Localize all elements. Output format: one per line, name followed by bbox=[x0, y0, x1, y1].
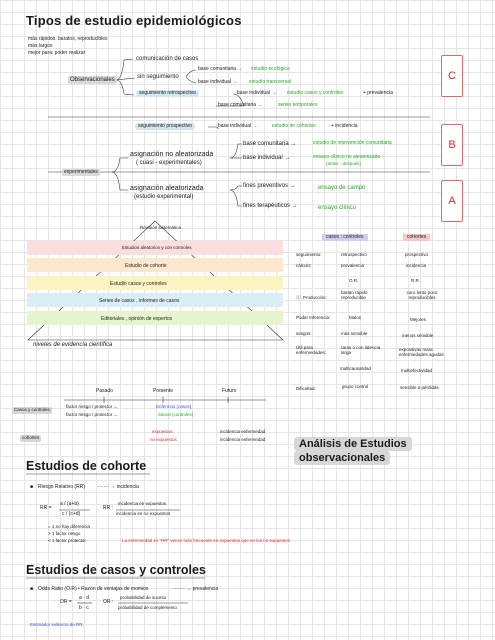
table-col-cohortes: cohortes bbox=[403, 234, 430, 241]
estudio-ecologico: estudio ecológico bbox=[251, 66, 290, 72]
intro-line-2: más largos bbox=[28, 43, 53, 49]
grade-badge-a: A bbox=[441, 180, 463, 222]
incidencia-enfermedad-2: incidencia enfermedad bbox=[220, 437, 266, 442]
or2-lhs: OR : bbox=[103, 599, 114, 605]
label-casos-controles: Casos y controles bbox=[14, 407, 50, 412]
bullet-icon: ■ bbox=[30, 484, 34, 490]
row-b-dificultad: sensible a pérdidas bbox=[400, 385, 439, 390]
or-formula-lhs: OR = bbox=[60, 599, 72, 605]
row-a-calculo: prevalencia bbox=[341, 263, 365, 268]
row-b-util: expositivas raras enfermedades agudas bbox=[399, 347, 444, 357]
expuestos: expuestos bbox=[152, 429, 173, 434]
or-denominator: b · c bbox=[79, 605, 89, 611]
timeline-futuro: Futuro bbox=[222, 388, 237, 394]
pyramid-level-2: Estudios aleatorios y con controles bbox=[122, 245, 192, 250]
row-b-sesgos: menos sensible bbox=[402, 333, 434, 338]
row-a-util: raras o con latencia larga bbox=[341, 345, 381, 355]
rr-label: Riesgo Relativo (RR) bbox=[38, 484, 85, 490]
series-temporales: series temporales bbox=[278, 102, 318, 108]
section-title-observacionales: observacionales bbox=[294, 451, 390, 465]
row-label-util: Útil para enfermedades: bbox=[296, 345, 327, 355]
grade-badge-c: C bbox=[441, 55, 463, 97]
seguimiento-retrospectivo: seguimiento retrospectivo bbox=[136, 90, 199, 97]
or-numerator: a · d bbox=[79, 595, 90, 601]
or-label: Odds Ratio (O.R) • Razón de ventajas de momios bbox=[38, 586, 149, 592]
fines-preventivos: fines preventivos → bbox=[243, 183, 296, 189]
row-b-calculo: incidencia bbox=[406, 263, 427, 268]
section-title-analisis: Análisis de Estudios bbox=[294, 437, 412, 451]
rr2-lhs: RR : bbox=[103, 505, 113, 511]
intro-line-3: mejor para: poder realizar bbox=[28, 50, 86, 56]
row-b-produccion: caro lento poco reproducibles bbox=[406, 290, 438, 300]
or2-denominator: probabilidad de complemento bbox=[118, 605, 178, 610]
pyramid-caption: niveles de evidencia científica bbox=[33, 342, 113, 348]
seguimiento-prospectivo: seguimiento prospectivo bbox=[135, 123, 195, 130]
asignacion-aleatorizada: asignación aleatorizada bbox=[130, 185, 204, 192]
intro-line-1: más rápidos, baratos, reproducibles bbox=[28, 36, 108, 42]
row-a-multicausalidad: multicausalidad bbox=[340, 366, 372, 371]
antes-despues: (antes - después) bbox=[326, 161, 362, 166]
base-comunitaria-1: base comunitaria → bbox=[198, 66, 243, 72]
rr2-numerator: incidencia en expuestos bbox=[118, 501, 167, 506]
row-a-produccion: barato rápido reproducible bbox=[341, 290, 368, 300]
rr-interpretation-3: < 1 factor protector bbox=[48, 538, 86, 543]
or-arrow: - - - - → prevalencia bbox=[174, 586, 219, 592]
fines-terapeuticos: fines terapéuticos → bbox=[243, 203, 298, 209]
observacionales-label: Observacionales bbox=[70, 77, 115, 83]
experimentales-label: experimentales bbox=[64, 169, 98, 175]
rr-note: La enfermedad es "RR" veces más frecuente en expuestos que en los no expuestos bbox=[122, 538, 291, 543]
grade-badge-b: B bbox=[441, 124, 463, 166]
pyramid-level-4: Estudio casos y controles bbox=[110, 281, 167, 287]
pyramid-level-5: Series de casos , informes de casos bbox=[99, 298, 180, 304]
incidencia-note: + incidencia bbox=[331, 123, 358, 129]
rr2-denominator: incidencia en no expuestos bbox=[116, 511, 171, 516]
casos-heading: Estudios de casos y controles bbox=[26, 563, 206, 577]
base-individual-1: base individual → bbox=[198, 79, 238, 85]
row-label-calculo: cálculo: bbox=[296, 263, 312, 268]
row-b-seguimiento: prospectivo bbox=[405, 252, 429, 257]
row-label-seguimiento: seguimiento: bbox=[296, 252, 322, 257]
asignacion-no-aleatorizada: asignación no aleatorizada bbox=[130, 151, 214, 158]
estudio-experimental: (estudio experimental) bbox=[134, 194, 194, 200]
ensayo-clinico: ensayo clínico bbox=[318, 205, 357, 211]
estudio-transversal: estudio transversal bbox=[249, 79, 291, 85]
factor-riesgo-1: factor riesgo / protector ← bbox=[66, 404, 119, 409]
enfermos-casos: Enfermos (casos) bbox=[156, 404, 192, 409]
row-label-produccion: ⓐ. Producción: bbox=[296, 295, 327, 300]
cuasi-experimentales: ( cuasi - experimentales) bbox=[136, 160, 202, 166]
base-comunitaria-2: base comunitaria → bbox=[218, 102, 263, 108]
rr-interpretation-1: = 1 no hay diferencia bbox=[48, 524, 90, 529]
rr-numerator: a / (a+b) bbox=[60, 501, 79, 507]
row-b-inferencia: Mejores bbox=[410, 317, 427, 322]
estudio-casos-controles: estudio casos y controles bbox=[287, 90, 344, 96]
ensayo-no-aleatorizado: ensayo clínico no aleatorizado bbox=[313, 154, 381, 160]
footer-estimador: Estimador indirecto de RR. bbox=[30, 622, 84, 627]
rr-interpretation-2: > 1 factor riesgo bbox=[48, 531, 81, 536]
or2-numerator: probabilidad de suceso bbox=[120, 595, 167, 600]
row-b-multiefectividad: multiefectividad bbox=[401, 368, 433, 373]
sin-seguimiento: sin seguimiento bbox=[137, 74, 179, 80]
estudio-cohortes: estudio de cohortes bbox=[272, 123, 316, 129]
factor-riesgo-2: factor riesgo / protector ← bbox=[66, 412, 119, 417]
base-individual-4: base individual → bbox=[243, 155, 291, 161]
bullet-icon-2: ■ bbox=[30, 586, 34, 592]
row-a-sesgos: más sensible bbox=[341, 331, 368, 336]
base-individual-2: base individual → bbox=[237, 90, 277, 96]
row-label-inferencia: Poder Inferencia: bbox=[296, 315, 331, 320]
row-label-sesgos: sesgos: bbox=[296, 331, 312, 336]
rr-arrow: - - - - → incidencia bbox=[98, 484, 139, 490]
cohorte-heading: Estudios de cohorte bbox=[26, 459, 147, 473]
row-b-rr: R.R. bbox=[411, 278, 420, 283]
sanos-controles: Sanos (controles) bbox=[158, 412, 194, 417]
timeline-pasado: Pasado bbox=[96, 388, 113, 394]
prevalencia-note: + prevalencia bbox=[363, 90, 393, 96]
incidencia-enfermedad-1: incidencia enfermedad bbox=[220, 429, 266, 434]
row-a-or: O.R. bbox=[349, 278, 359, 283]
base-individual-3: base individual → bbox=[218, 123, 258, 129]
pyramid-level-6: Editoriales , opinión de expertos bbox=[101, 316, 173, 322]
rr-denominator: c / (c+d) bbox=[62, 511, 81, 517]
no-expuestos: no expuestos bbox=[150, 437, 177, 442]
pyramid-level-1: Revisión sistemática bbox=[140, 225, 182, 230]
table-col-casos: casos : controles bbox=[322, 234, 368, 241]
row-a-dificultad: grupo control bbox=[342, 384, 369, 389]
row-label-dificultad: Dificultad: bbox=[296, 386, 316, 391]
rr-formula-lhs: RR = bbox=[40, 505, 52, 511]
timeline-presente: Presente bbox=[153, 388, 174, 394]
ensayo-de-campo: ensayo de campo bbox=[318, 185, 366, 191]
estudio-intervencion-comunitaria: estudio de intervención comunitaria bbox=[313, 140, 392, 146]
label-cohortes: cohortes bbox=[22, 435, 40, 440]
comunicacion-casos: comunicación de casos bbox=[136, 56, 199, 62]
pyramid-level-3: Estudio de cohorte bbox=[125, 263, 167, 269]
row-a-seguimiento: retrospectivo bbox=[341, 252, 367, 257]
row-a-inferencia: Malos bbox=[349, 315, 362, 320]
base-comunitaria-3: base comunitaria → bbox=[243, 141, 297, 147]
page-title: Tipos de estudio epidemiológicos bbox=[26, 13, 242, 28]
